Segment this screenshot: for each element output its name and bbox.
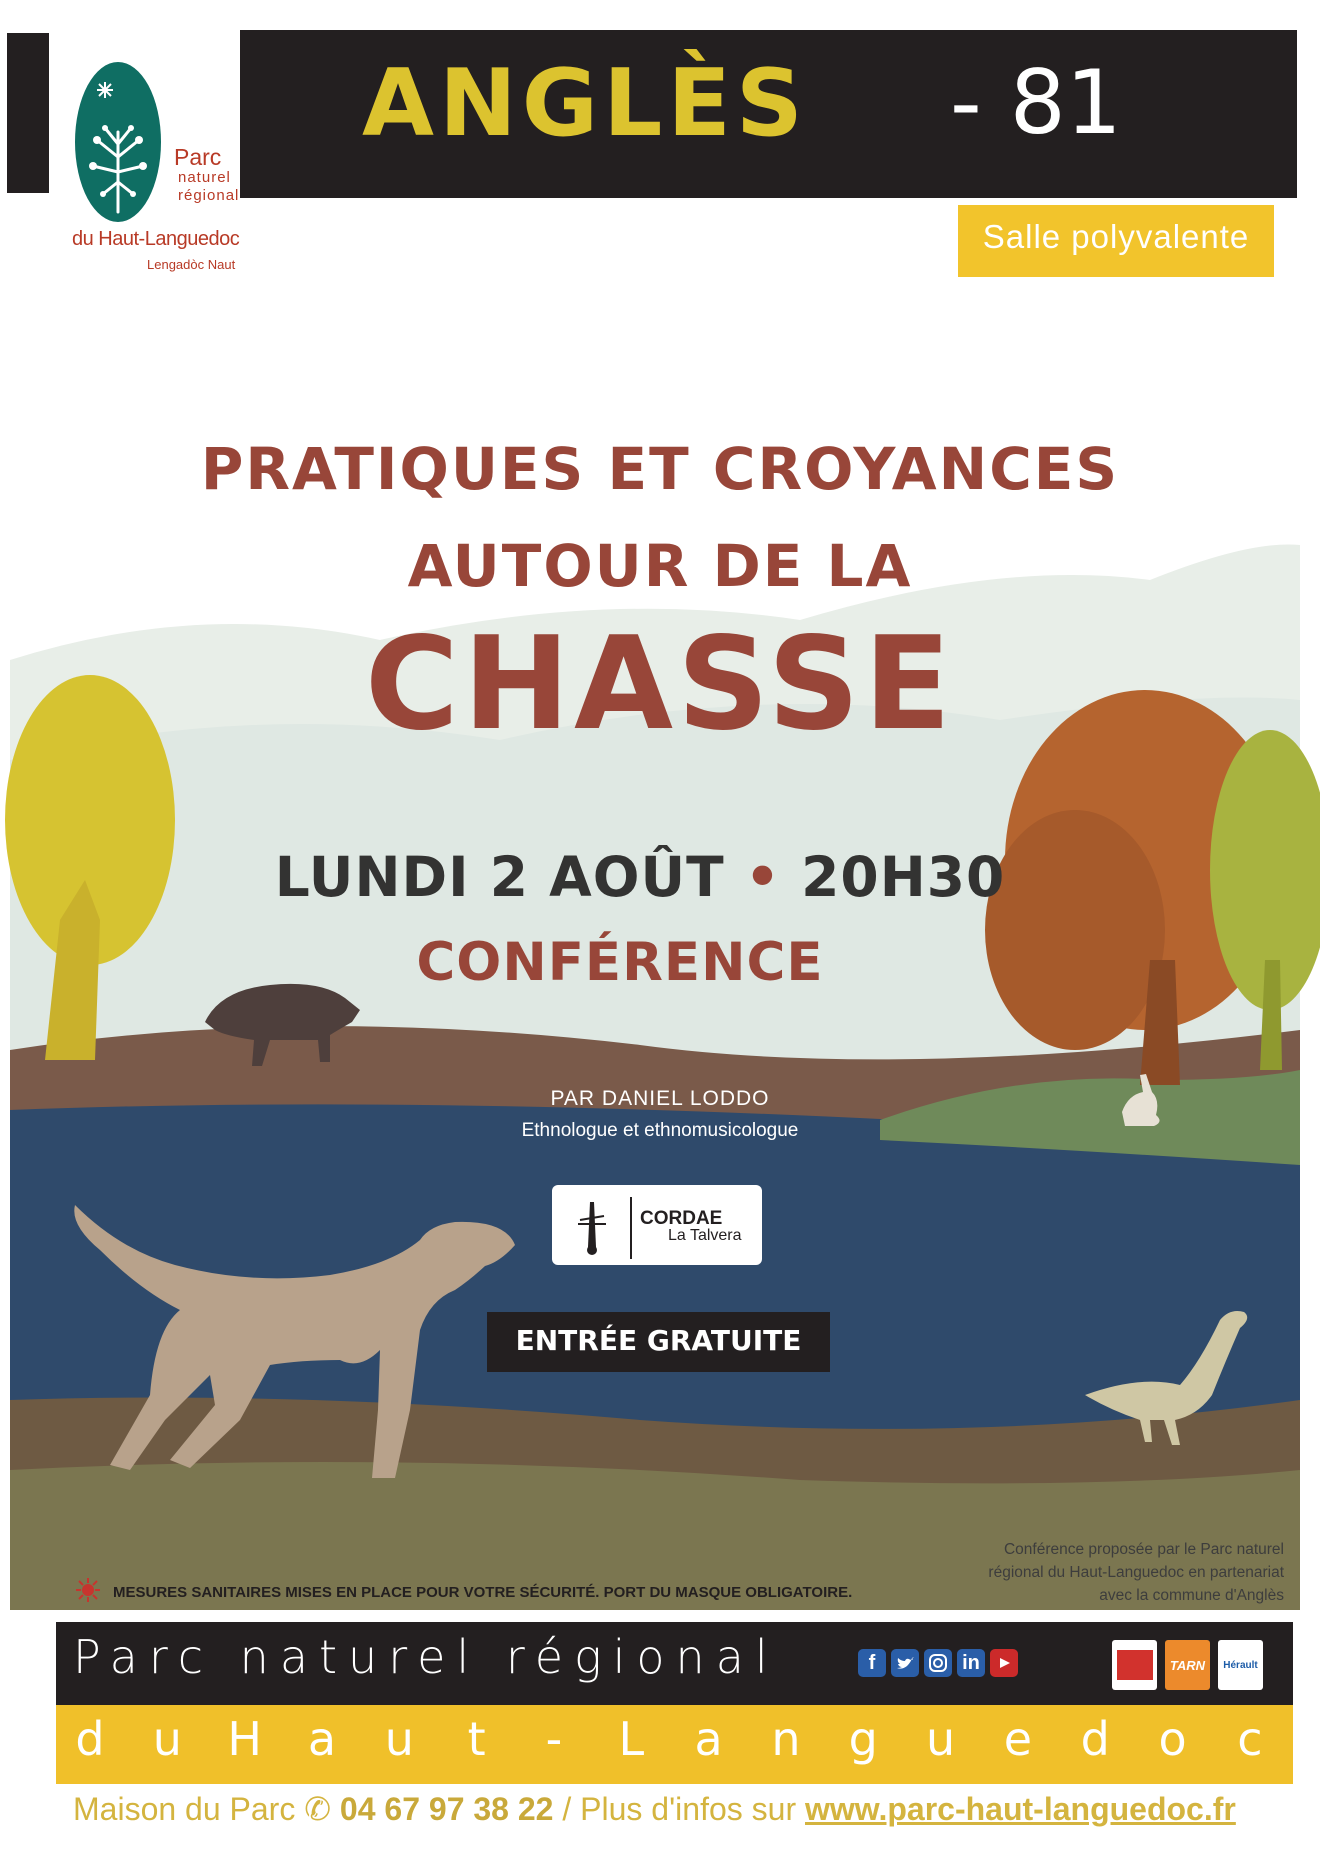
event-time: 20H30 <box>801 845 1006 909</box>
footer-region-letter: d <box>75 1712 105 1766</box>
phone-icon: ✆ <box>304 1791 332 1827</box>
footer-region-letter: d <box>1080 1712 1110 1766</box>
footer-region-letter: e <box>1003 1712 1033 1766</box>
footer-region-letter: a <box>694 1712 723 1766</box>
footer-region-letter: u <box>384 1712 414 1766</box>
partner-line2: régional du Haut-Languedoc en partenariat <box>988 1564 1284 1581</box>
free-entry-label: ENTRÉE GRATUITE <box>515 1324 802 1357</box>
facebook-icon[interactable]: f <box>858 1649 886 1677</box>
footer-region-letter: c <box>1237 1712 1263 1766</box>
partner-notice <box>864 1538 1284 1607</box>
footer-region-letter: H <box>227 1712 262 1766</box>
logo-text-naturel: naturel <box>178 169 231 186</box>
footer-park-name: Parc naturel régional <box>73 1630 779 1684</box>
cordae-divider <box>630 1197 632 1259</box>
youtube-icon[interactable] <box>990 1649 1018 1677</box>
logo-text-haut-languedoc: du Haut-Languedoc <box>72 228 240 250</box>
contact-more-info: / Plus d'infos sur <box>562 1791 797 1827</box>
speaker-name: PAR DANIEL LODDO <box>550 1087 770 1110</box>
logo-text-occitan: Lengadòc Naut <box>147 257 236 272</box>
logo-text-parc: Parc <box>174 144 222 170</box>
footer-region-letter: a <box>307 1712 337 1766</box>
footer-region-name <box>70 1712 1270 1766</box>
partner-line1: Conférence proposée par le Parc naturel <box>1003 1541 1284 1558</box>
footer-region-letter: n <box>771 1712 801 1766</box>
event-title-line1: PRATIQUES ET CROYANCES <box>200 435 1120 503</box>
herault-department-logo: Hérault <box>1218 1640 1263 1690</box>
phone-number[interactable]: 04 67 97 38 22 <box>339 1791 554 1827</box>
cordae-subtitle: La Talvera <box>668 1227 742 1244</box>
footer-region-letter: L <box>618 1712 645 1766</box>
partner-line3: avec la commune d'Anglès <box>1099 1587 1284 1604</box>
footer-region-letter: u <box>926 1712 956 1766</box>
venue-label: Salle polyvalente <box>982 218 1250 255</box>
bagpipe-icon <box>560 1192 624 1258</box>
event-title-main: CHASSE <box>364 610 956 759</box>
event-date-time <box>0 845 1300 909</box>
cordae-name: CORDAE <box>640 1208 723 1229</box>
twitter-icon[interactable] <box>891 1649 919 1677</box>
contact-prefix: Maison du Parc <box>73 1791 296 1827</box>
tarn-department-logo: TARN <box>1165 1640 1210 1690</box>
logo-text-regional: régional <box>178 187 240 204</box>
event-date: LUNDI 2 AOÛT <box>274 845 725 909</box>
linkedin-icon[interactable]: in <box>957 1649 985 1677</box>
date-separator-bullet: • <box>744 845 781 909</box>
occitanie-cross-icon <box>1117 1650 1153 1680</box>
virus-icon <box>75 1577 101 1603</box>
website-link[interactable]: www.parc-haut-languedoc.fr <box>805 1791 1236 1827</box>
footer-region-letter: t <box>467 1712 486 1766</box>
occitanie-region-logo <box>1112 1640 1157 1690</box>
social-links <box>858 1649 1018 1677</box>
city-name: ANGLÈS <box>362 49 808 157</box>
sanitary-notice: MESURES SANITAIRES MISES EN PLACE POUR VOTRE SÉCURITÉ. PORT DU MASQUE OBLIGATOIRE. <box>113 1584 853 1601</box>
footer-region-letter: - <box>545 1712 563 1766</box>
footer-region-letter: o <box>1158 1712 1187 1766</box>
department-number: - 81 <box>950 51 1122 154</box>
event-type: CONFÉRENCE <box>416 932 824 993</box>
footer-region-letter: g <box>848 1712 878 1766</box>
contact-line <box>73 1790 1236 1828</box>
event-title-line2: AUTOUR DE LA <box>407 532 913 600</box>
speaker-role: Ethnologue et ethnomusicologue <box>521 1120 799 1141</box>
instagram-icon[interactable] <box>924 1649 952 1677</box>
footer-region-letter: u <box>152 1712 182 1766</box>
